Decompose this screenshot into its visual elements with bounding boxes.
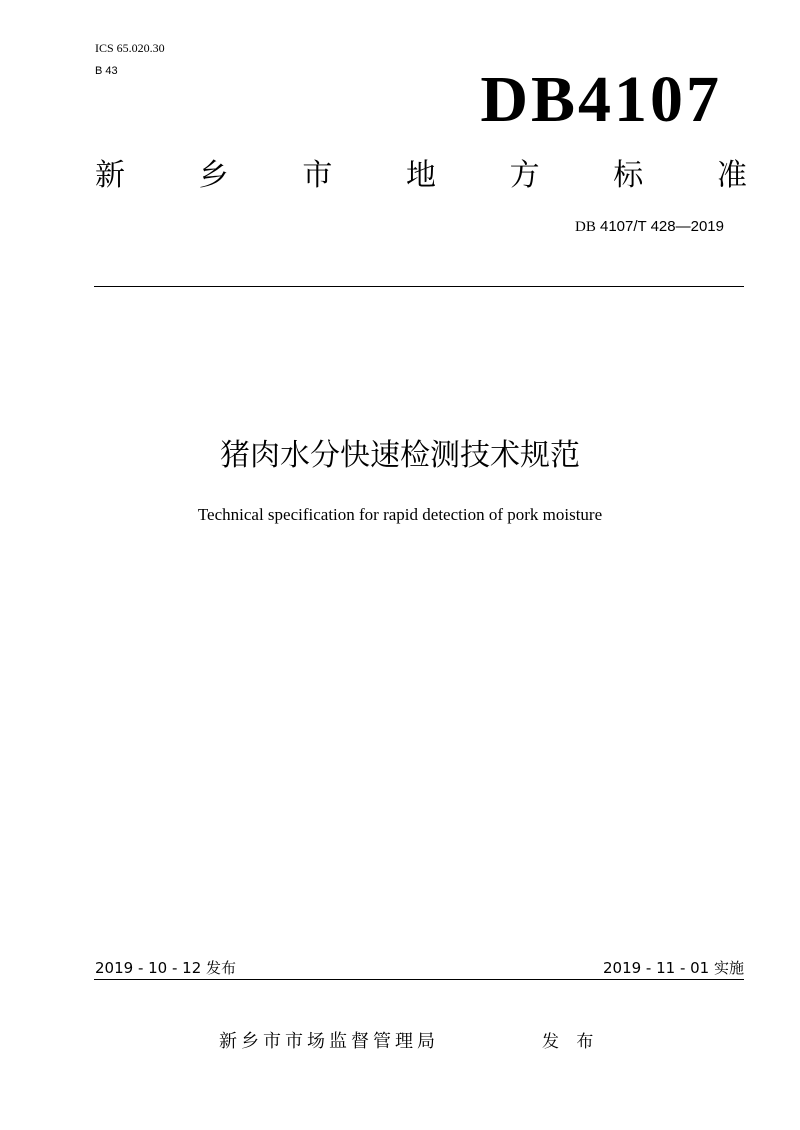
publish-label: 发 布 [542, 1032, 600, 1052]
standard-type-char: 方 [509, 158, 540, 193]
standard-number [575, 217, 724, 237]
document-title-chinese: 猪肉水分快速检测技术规范 [220, 438, 580, 473]
implementation-date: 2019 - 11 - 01 实施 [602, 959, 744, 977]
ics-code: ICS 65.020.30 [95, 41, 165, 55]
ccs-code: B 43 [95, 65, 118, 77]
standard-type-char: 标 [613, 158, 644, 193]
standard-type-char: 地 [405, 158, 436, 193]
standard-type-title [95, 155, 747, 197]
db-logo: DB4107 [480, 63, 722, 136]
publisher-name: 新乡市市场监督管理局 [219, 1031, 439, 1052]
standard-number-prefix: DB [574, 219, 596, 235]
footer-divider [94, 979, 744, 980]
issue-date: 2019 - 10 - 12 发布 [95, 959, 237, 977]
standard-number-rest: 4107/T 428—2019 [595, 218, 724, 235]
standard-type-char: 乡 [198, 158, 229, 193]
date-row [95, 957, 744, 979]
document-title-english: Technical specification for rapid detection of pork moisture [197, 505, 603, 524]
standard-type-char: 市 [302, 158, 333, 193]
header-divider [94, 286, 744, 287]
standard-type-char: 新 [95, 158, 125, 193]
standard-type-char: 准 [716, 158, 747, 193]
